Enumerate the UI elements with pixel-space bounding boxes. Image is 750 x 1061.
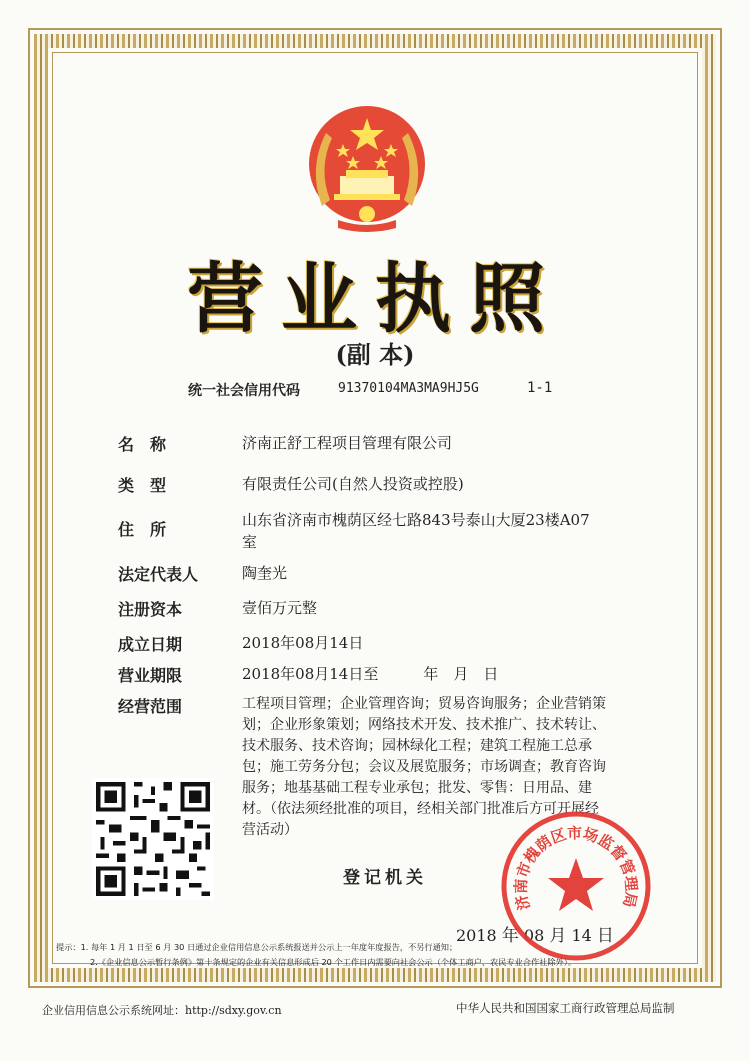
field-label: 成立日期 — [118, 635, 183, 654]
footer-supervisor: 中华人民共和国国家工商行政管理总局监制 — [456, 1001, 675, 1015]
page-title: 营业执照 — [187, 254, 563, 343]
field-value: 2018年08月14日 — [242, 634, 364, 652]
field-value: 陶奎光 — [242, 564, 288, 582]
field-value: 2018年08月14日至 年 月 日 — [242, 665, 499, 683]
footer-website: 企业信用信息公示系统网址：http://sdxy.gov.cn — [42, 1004, 282, 1017]
issue-date-day: 14 — [571, 926, 592, 945]
field-label: 名 称 — [118, 435, 167, 454]
registration-authority-label: 登记机关 — [343, 868, 427, 888]
seal-text: 济南市槐荫区市场监督管理局 — [511, 824, 641, 913]
national-emblem-icon — [298, 98, 436, 236]
footnotes — [56, 940, 696, 970]
credit-code-line — [188, 380, 553, 400]
footnote-line-1: 提示：1. 每年 1 月 1 日至 6 月 30 日通过企业信用信息公示系统报送并公示上一年度年度报告，不另行通知； — [56, 942, 458, 952]
field-label: 营业期限 — [118, 666, 183, 685]
field-value: 济南正舒工程项目管理有限公司 — [242, 434, 453, 452]
document-subtitle: (副 本) — [335, 340, 415, 369]
credit-code-value: 91370104MA3MA9HJ5G — [338, 381, 479, 396]
copy-number: 1-1 — [527, 380, 553, 396]
field-label: 住 所 — [118, 520, 167, 539]
footnote-line-2: 2.《企业信息公示暂行条例》第十条规定的企业有关信息形成后 20 个工作日内需要向社会公示（个体工商户、农民专业合作社除外）。 — [90, 957, 577, 967]
field-label: 法定代表人 — [118, 565, 199, 584]
field-label: 类 型 — [118, 476, 167, 495]
credit-code-label: 统一社会信用代码 — [188, 383, 300, 399]
issue-date-year-char: 年 — [501, 926, 519, 946]
field-label: 经营范围 — [118, 697, 183, 716]
issue-date-year: 2018 — [456, 926, 497, 945]
qr-code-icon — [92, 778, 214, 900]
field-value: 工程项目管理；企业管理咨询；贸易咨询服务；企业营销策划；企业形象策划；网络技术开发、技术推广、技术转让、技术服务、技术咨询；园林绿化工程；建筑工程施工总承包；施工劳务分包；会议及展览服务；市场调查；教育咨询服务；地基基础工程专业承包；批发、零售：日用品、建材。（依法须经批准的项目，经相关部门批准后方可开展经营活动） — [242, 696, 606, 838]
field-value: 山东省济南市槐荫区经七路843号泰山大厦23楼A07室 — [242, 511, 590, 551]
issue-date-month: 08 — [523, 926, 545, 945]
field-value: 壹佰万元整 — [242, 599, 318, 617]
issue-date-month-char: 月 — [549, 926, 567, 946]
field-label: 注册资本 — [118, 600, 183, 619]
issue-date-day-char: 日 — [596, 926, 614, 946]
field-value: 有限责任公司(自然人投资或控股) — [242, 475, 464, 493]
